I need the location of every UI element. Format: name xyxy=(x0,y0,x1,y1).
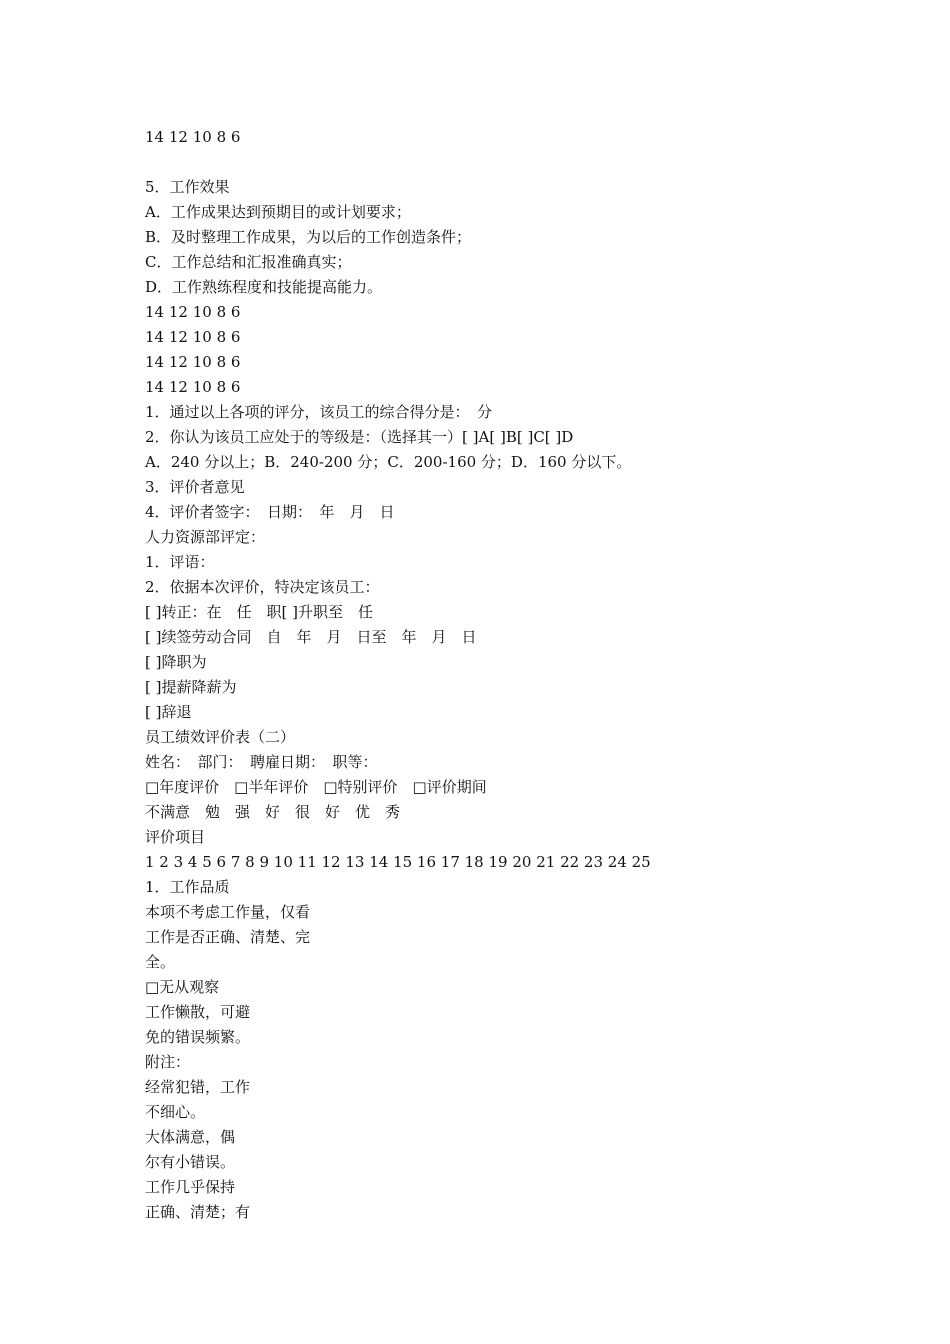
option-demotion: [ ]降职为 xyxy=(145,653,207,671)
criterion-c: C．工作总结和汇报准确真实； xyxy=(145,253,352,271)
item-heading-work-quality: 1．工作品质 xyxy=(145,878,230,896)
rating-scale-line: 不满意 勉 强 好 很 好 优 秀 xyxy=(145,803,401,821)
score-numbers-line: 1 2 3 4 5 6 7 8 9 10 11 12 13 14 15 16 17 18 19 20 21 22 23 24 25 xyxy=(145,853,651,871)
level-description-line: 免的错误频繁。 xyxy=(145,1028,251,1046)
not-observed-option: □无从观察 xyxy=(145,978,220,996)
grade-selection-line: 2．你认为该员工应处于的等级是：（选择其一）[ ]A[ ]B[ ]C[ ]D xyxy=(145,428,574,446)
section-heading-work-results: 5．工作效果 xyxy=(145,178,230,196)
employee-info-line: 姓名： 部门： 聘雇日期： 职等： xyxy=(145,753,378,771)
criterion-b: B．及时整理工作成果，为以后的工作创造条件； xyxy=(145,228,472,246)
option-salary-change: [ ]提薪降薪为 xyxy=(145,678,237,696)
score-scale-line: 14 12 10 8 6 xyxy=(145,303,241,321)
level-description-line: 大体满意，偶 xyxy=(145,1128,236,1146)
hr-comment-line: 1．评语： xyxy=(145,553,215,571)
description-line: 全。 xyxy=(145,953,176,971)
hr-review-heading: 人力资源部评定： xyxy=(145,528,266,546)
level-description-line: 工作懒散，可避 xyxy=(145,1003,251,1021)
option-regularization: [ ]转正：在 任 职[ ]升职至 任 xyxy=(145,603,373,621)
hr-decision-line: 2．依据本次评价，特决定该员工： xyxy=(145,578,380,596)
grade-ranges-line: A．240 分以上；B．240-200 分；C．200-160 分；D．160 分以下。 xyxy=(145,453,632,471)
remarks-label: 附注： xyxy=(145,1053,191,1071)
score-scale-line: 14 12 10 8 6 xyxy=(145,353,241,371)
criterion-a: A．工作成果达到预期目的或计划要求； xyxy=(145,203,411,221)
score-scale-line: 14 12 10 8 6 xyxy=(145,378,241,396)
evaluator-opinion-line: 3．评价者意见 xyxy=(145,478,245,496)
option-dismissal: [ ]辞退 xyxy=(145,703,192,721)
description-line: 本项不考虑工作量，仅看 xyxy=(145,903,311,921)
score-scale-line: 14 12 10 8 6 xyxy=(145,128,241,146)
total-score-line: 1．通过以上各项的评分，该员工的综合得分是： 分 xyxy=(145,403,493,421)
option-contract-renewal: [ ]续签劳动合同 自 年 月 日至 年 月 日 xyxy=(145,628,477,646)
evaluation-items-heading: 评价项目 xyxy=(145,828,206,846)
form-title: 员工绩效评价表（二） xyxy=(145,728,296,746)
criterion-d: D．工作熟练程度和技能提高能力。 xyxy=(145,278,383,296)
level-description-line: 不细心。 xyxy=(145,1103,206,1121)
description-line: 工作是否正确、清楚、完 xyxy=(145,928,311,946)
evaluation-type-line: □年度评价 □半年评价 □特别评价 □评价期间 xyxy=(145,778,487,796)
evaluator-signature-line: 4．评价者签字： 日期： 年 月 日 xyxy=(145,503,395,521)
level-description-line: 工作几乎保持 xyxy=(145,1178,236,1196)
level-description-line: 正确、清楚；有 xyxy=(145,1203,251,1221)
level-description-line: 经常犯错，工作 xyxy=(145,1078,251,1096)
level-description-line: 尔有小错误。 xyxy=(145,1153,236,1171)
score-scale-line: 14 12 10 8 6 xyxy=(145,328,241,346)
